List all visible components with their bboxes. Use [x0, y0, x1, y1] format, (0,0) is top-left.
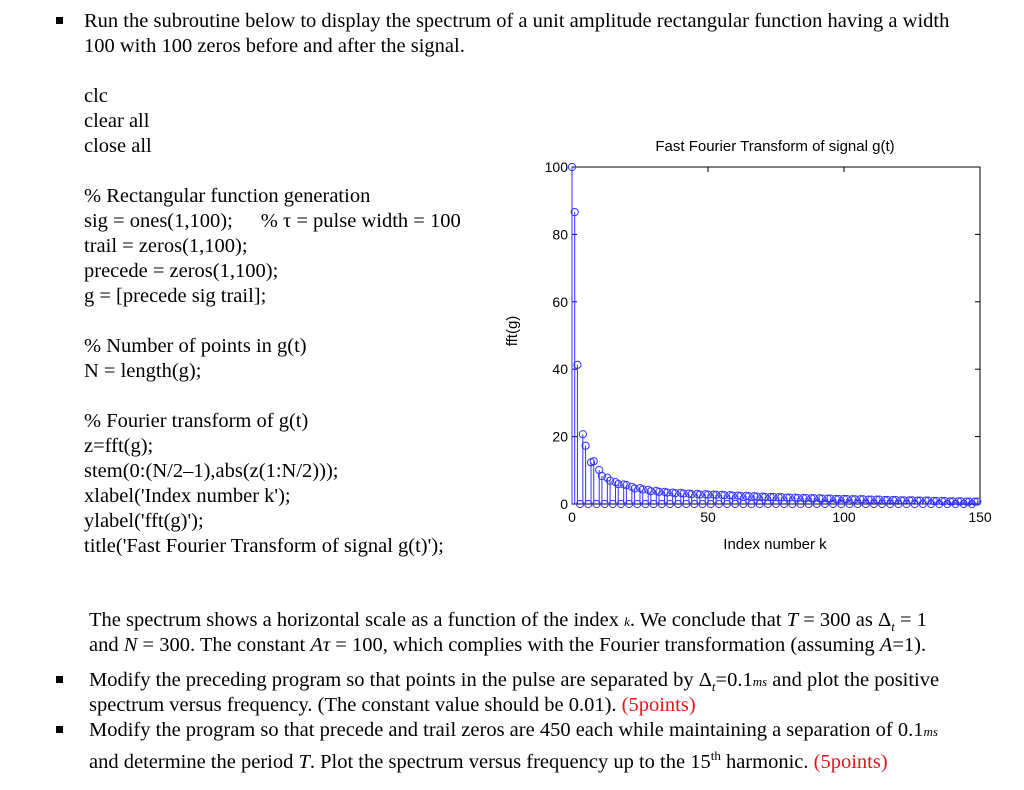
task-text: and plot the positive	[767, 669, 940, 691]
task2-line-2	[89, 743, 888, 775]
y-tick-label: 100	[544, 159, 568, 175]
code-line: z=fft(g);	[84, 435, 154, 457]
x-tick-label: 150	[968, 509, 992, 525]
task-text: spectrum versus frequency. (The constant value should be 0.01).	[89, 694, 617, 716]
task-symbol: T	[298, 750, 310, 773]
conclusion-text: = 300 as Δ	[798, 609, 892, 631]
code-text: sig = ones(1,100);	[84, 210, 233, 232]
code-line: N = length(g);	[84, 360, 202, 382]
chart-title: Fast Fourier Transform of signal g(t)	[655, 138, 895, 155]
code-line: trail = zeros(1,100);	[84, 235, 248, 257]
code-line	[84, 209, 461, 234]
task-unit: ms	[923, 724, 938, 739]
code-line: xlabel('Index number k');	[84, 485, 291, 507]
fft-stem-chart	[498, 132, 1008, 558]
conclusion-symbol: A	[879, 634, 893, 656]
conclusion-symbol: k	[624, 614, 630, 629]
conclusion-symbol: N	[123, 634, 138, 656]
task-text: =0.1	[715, 669, 753, 691]
code-line: % Number of points in g(t)	[84, 335, 307, 357]
code-line: stem(0:(N/2–1),abs(z(1:N/2)));	[84, 460, 339, 482]
y-tick-label: 20	[552, 428, 568, 445]
code-line: % Rectangular function generation	[84, 185, 371, 207]
x-tick-label: 50	[700, 509, 716, 525]
code-line: g = [precede sig trail];	[84, 285, 267, 307]
x-tick-label: 100	[832, 509, 856, 525]
conclusion-text: The spectrum shows a horizontal scale as a function of the index	[89, 609, 619, 631]
code-line: ylabel('fft(g)');	[84, 510, 204, 532]
conclusion-text: . We conclude that	[629, 609, 782, 631]
task-symbol: t	[711, 679, 716, 695]
conclusion-text: = 1	[894, 609, 927, 631]
code-line: precede = zeros(1,100);	[84, 260, 279, 282]
intro-line-1: Run the subroutine below to display the spectrum of a unit amplitude rectangular function having a width	[84, 10, 950, 32]
plot-frame	[572, 167, 980, 504]
code-comment: % τ = pulse width = 100	[260, 210, 461, 232]
task-text: Modify the preceding program so that points in the pulse are separated by Δ	[89, 669, 712, 691]
task1-line-2	[89, 693, 696, 718]
conclusion-symbol: T	[786, 609, 799, 631]
points-label: (5points)	[813, 750, 888, 773]
y-tick-label: 60	[552, 293, 568, 310]
task-unit: ms	[752, 674, 768, 689]
code-line: close all	[84, 135, 152, 157]
bullet-marker	[56, 726, 63, 733]
y-tick-label: 40	[552, 361, 568, 378]
code-line: title('Fast Fourier Transform of signal g(t)');	[84, 535, 444, 557]
conclusion-text: and	[89, 634, 119, 656]
conclusion-line-2	[89, 633, 926, 658]
conclusion-text: = 300. The constant	[137, 634, 306, 656]
y-tick-label: 80	[552, 226, 568, 243]
task-text: Modify the program so that precede and trail zeros are 450 each while maintaining a separation of 0.1	[89, 719, 924, 741]
bullet-marker	[56, 17, 63, 24]
chart-xlabel: Index number k	[723, 536, 827, 553]
chart-ylabel: fft(g)	[504, 315, 521, 347]
task-text: . Plot the spectrum versus frequency up to the 15	[309, 750, 711, 773]
code-line: % Fourier transform of g(t)	[84, 410, 309, 432]
code-line: clear all	[84, 110, 150, 132]
points-label: (5points)	[621, 694, 696, 716]
intro-line-2: 100 with 100 zeros before and after the signal.	[84, 35, 465, 57]
conclusion-symbol: Aτ	[310, 634, 331, 656]
x-tick-label: 0	[568, 509, 576, 525]
task2-line-1	[89, 718, 938, 744]
conclusion-text: =1).	[892, 634, 927, 656]
task-superscript: th	[710, 748, 721, 763]
task-text: harmonic.	[720, 750, 809, 773]
code-line: clc	[84, 85, 108, 107]
y-tick-label: 0	[560, 496, 568, 512]
conclusion-symbol: t	[891, 619, 895, 635]
conclusion-text: = 100, which complies with the Fourier transformation (assuming	[330, 634, 875, 656]
task-text: and determine the period	[89, 750, 294, 773]
bullet-marker	[56, 676, 63, 683]
